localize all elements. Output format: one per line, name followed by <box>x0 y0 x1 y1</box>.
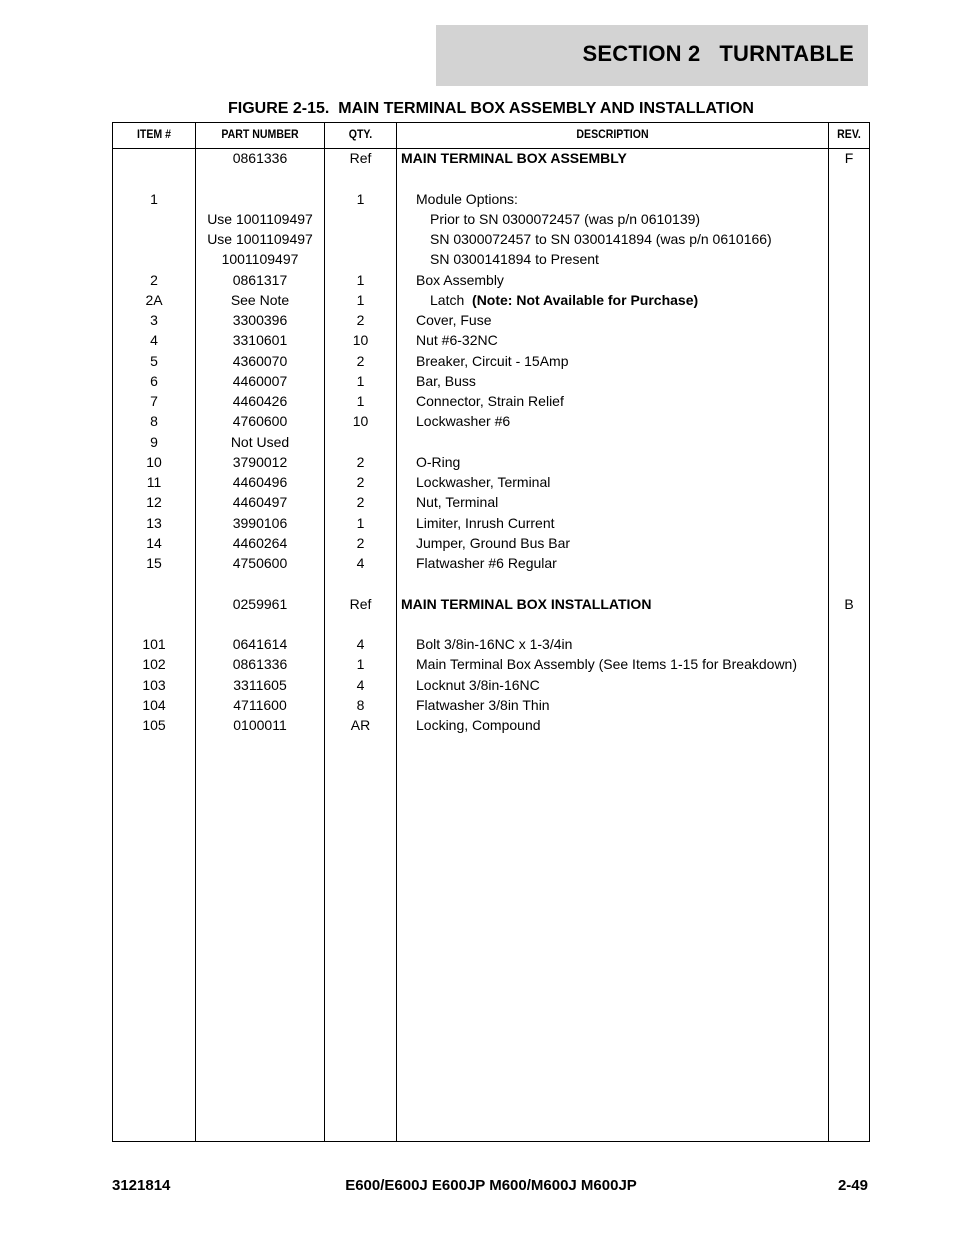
description-cell <box>401 148 831 168</box>
description-cell <box>401 290 860 310</box>
description-text: Flatwasher 3/8in Thin <box>416 696 550 713</box>
part-number-cell: 1001109497 <box>221 251 299 268</box>
table-row <box>113 695 869 715</box>
description-cell <box>401 675 846 695</box>
part-number-cell: Use 1001109497 <box>207 231 313 247</box>
description-cell <box>401 391 846 411</box>
description-cell <box>401 533 846 553</box>
table-row <box>113 351 869 371</box>
description-text: Bolt 3/8in-16NC x 1-3/4in <box>416 636 573 652</box>
qty-cell: 2 <box>356 352 365 369</box>
table-row <box>113 675 869 695</box>
table-row <box>113 371 869 391</box>
description-cell <box>401 351 846 371</box>
description-text: Breaker, Circuit - 15Amp <box>416 352 569 369</box>
qty-cell: 1 <box>356 271 365 288</box>
qty-cell: Ref <box>349 150 372 166</box>
part-number-cell: 4460496 <box>232 474 288 490</box>
part-number-cell: 4460497 <box>232 494 288 511</box>
qty-cell: 2 <box>356 312 365 328</box>
qty-cell: Ref <box>349 595 372 612</box>
item-number-cell: 2A <box>145 291 163 308</box>
item-number-cell: 4 <box>150 332 158 349</box>
qty-cell: 2 <box>356 534 365 551</box>
part-number-cell: 3310601 <box>232 332 288 349</box>
description-text: Cover, Fuse <box>416 312 492 328</box>
qty-cell: 4 <box>356 555 365 571</box>
part-number-cell: 3790012 <box>232 453 288 470</box>
qty-cell: 1 <box>356 190 365 207</box>
qty-cell: 2 <box>356 453 365 470</box>
item-number-cell: 12 <box>146 494 162 511</box>
part-number-cell: 4460426 <box>232 393 288 409</box>
item-number-cell: 8 <box>150 413 158 430</box>
qty-cell: 1 <box>356 656 365 673</box>
description-cell <box>401 654 846 674</box>
table-row <box>113 492 869 512</box>
part-number-cell: Not Used <box>230 433 290 450</box>
table-row <box>113 148 869 168</box>
description-cell <box>401 229 860 249</box>
item-number-cell: 3 <box>150 312 158 328</box>
item-number-cell: 103 <box>142 676 166 693</box>
part-number-cell: 4460007 <box>232 372 288 389</box>
table-row <box>113 553 869 573</box>
description-text: Nut #6-32NC <box>416 332 498 349</box>
table-row <box>113 209 869 229</box>
table-row <box>113 290 869 310</box>
item-number-cell: 10 <box>146 453 162 470</box>
item-number-cell: 7 <box>150 393 158 409</box>
description-text: Flatwasher #6 Regular <box>416 555 557 571</box>
description-text: Jumper, Ground Bus Bar <box>416 534 571 551</box>
description-cell <box>401 715 846 735</box>
section-banner <box>436 25 868 86</box>
part-number-cell: Use 1001109497 <box>207 210 313 227</box>
description-cell <box>401 411 846 431</box>
qty-cell: 4 <box>356 636 365 652</box>
description-cell <box>401 249 860 269</box>
column-header-qty: QTY. <box>348 127 373 141</box>
table-row <box>113 594 869 614</box>
item-number-cell: 2 <box>150 271 158 288</box>
table-row <box>113 229 869 249</box>
part-number-cell: 0861336 <box>232 150 288 166</box>
description-cell <box>401 452 846 472</box>
qty-cell: 1 <box>356 514 365 531</box>
qty-cell: 1 <box>356 291 365 308</box>
qty-cell: 1 <box>356 393 365 409</box>
item-number-cell: 1 <box>150 190 158 207</box>
description-text: MAIN TERMINAL BOX INSTALLATION <box>401 595 652 612</box>
description-cell <box>401 634 846 654</box>
part-number-cell: 0861336 <box>232 656 288 673</box>
description-text: Main Terminal Box Assembly (See Items 1-15 for Breakdown) <box>416 656 798 673</box>
table-row <box>113 189 869 209</box>
column-header-description: DESCRIPTION <box>576 127 649 141</box>
table-row <box>113 472 869 492</box>
table-row <box>113 715 869 735</box>
table-row <box>113 249 869 269</box>
item-number-cell: 9 <box>150 433 158 450</box>
item-number-cell: 14 <box>146 534 162 551</box>
description-text: Locknut 3/8in-16NC <box>416 676 540 693</box>
table-row <box>113 452 869 472</box>
description-text: Box Assembly <box>416 271 504 288</box>
qty-cell: 2 <box>356 474 365 490</box>
item-number-cell: 5 <box>150 352 158 369</box>
item-number-cell: 101 <box>142 636 166 652</box>
table-row <box>113 270 869 290</box>
item-number-cell: 104 <box>142 696 166 713</box>
qty-cell: 8 <box>356 696 365 713</box>
item-number-cell: 13 <box>146 514 162 531</box>
item-number-cell: 102 <box>142 656 166 673</box>
description-text: Lockwasher #6 <box>416 413 511 430</box>
section-title: SECTION 2 TURNTABLE <box>582 41 854 66</box>
table-row <box>113 533 869 553</box>
part-number-cell: 4750600 <box>232 555 288 571</box>
description-cell <box>401 270 846 290</box>
qty-cell: AR <box>350 717 371 733</box>
qty-cell: 1 <box>356 372 365 389</box>
table-row <box>113 310 869 330</box>
description-text: SN 0300072457 to SN 0300141894 (was p/n 0610166) <box>430 231 772 247</box>
description-cell <box>401 553 846 573</box>
description-text: Prior to SN 0300072457 (was p/n 0610139) <box>430 210 701 227</box>
footer-doc-number: 3121814 <box>112 1177 171 1194</box>
part-number-cell: 0100011 <box>233 717 287 733</box>
part-number-cell: 4711600 <box>233 696 287 713</box>
part-number-cell: 3311605 <box>233 676 287 693</box>
part-number-cell: 4760600 <box>232 413 288 430</box>
qty-cell: 10 <box>352 413 369 430</box>
description-text: Nut, Terminal <box>416 494 499 511</box>
description-text: Locking, Compound <box>416 717 541 733</box>
table-row <box>113 432 869 452</box>
part-number-cell: 0641614 <box>232 636 288 652</box>
description-cell <box>401 492 846 512</box>
description-text: Module Options: <box>416 190 518 207</box>
part-number-cell: 3990106 <box>232 514 288 531</box>
description-cell <box>401 594 831 614</box>
footer-models: E600/E600J E600JP M600/M600J M600JP <box>345 1177 637 1194</box>
description-cell <box>401 472 846 492</box>
description-cell <box>401 695 846 715</box>
qty-cell: 4 <box>356 676 365 693</box>
description-text: MAIN TERMINAL BOX ASSEMBLY <box>401 150 627 166</box>
part-number-cell: 4460264 <box>232 534 288 551</box>
parts-table <box>112 122 870 1142</box>
description-cell <box>401 209 860 229</box>
rev-cell: F <box>844 150 854 166</box>
description-text: Lockwasher, Terminal <box>416 474 551 490</box>
item-number-cell: 105 <box>142 717 166 733</box>
table-row <box>113 654 869 674</box>
description-text: O-Ring <box>416 453 461 470</box>
table-row <box>113 330 869 350</box>
part-number-cell: 4360070 <box>232 352 288 369</box>
part-number-cell: See Note <box>230 291 290 308</box>
footer-page-number: 2-49 <box>837 1177 868 1194</box>
description-cell <box>401 513 846 533</box>
description-note: (Note: Not Available for Purchase) <box>472 291 699 308</box>
description-text: Bar, Buss <box>416 372 476 389</box>
description-text: Connector, Strain Relief <box>416 393 564 409</box>
item-number-cell: 15 <box>146 555 162 571</box>
part-number-cell: 3300396 <box>232 312 288 328</box>
column-header-rev: REV. <box>837 127 861 141</box>
item-number-cell: 11 <box>146 474 162 490</box>
figure-title: FIGURE 2-15. MAIN TERMINAL BOX ASSEMBLY AND INSTALLATION <box>228 100 754 117</box>
description-text: Latch <box>430 291 473 308</box>
qty-cell: 2 <box>356 494 365 511</box>
table-row <box>113 634 869 654</box>
description-cell <box>401 310 846 330</box>
part-number-cell: 0861317 <box>232 271 288 288</box>
qty-cell: 10 <box>352 332 369 349</box>
description-cell <box>401 189 846 209</box>
rev-cell: B <box>844 595 854 612</box>
part-number-cell: 0259961 <box>232 595 288 612</box>
description-cell <box>401 371 846 391</box>
table-row <box>113 411 869 431</box>
table-row <box>113 513 869 533</box>
table-row <box>113 391 869 411</box>
item-number-cell: 6 <box>150 372 158 389</box>
description-text: SN 0300141894 to Present <box>430 251 599 268</box>
description-cell <box>401 330 846 350</box>
column-header-item: ITEM # <box>136 127 172 141</box>
column-header-part-number: PART NUMBER <box>221 127 299 141</box>
description-text: Limiter, Inrush Current <box>416 514 555 531</box>
